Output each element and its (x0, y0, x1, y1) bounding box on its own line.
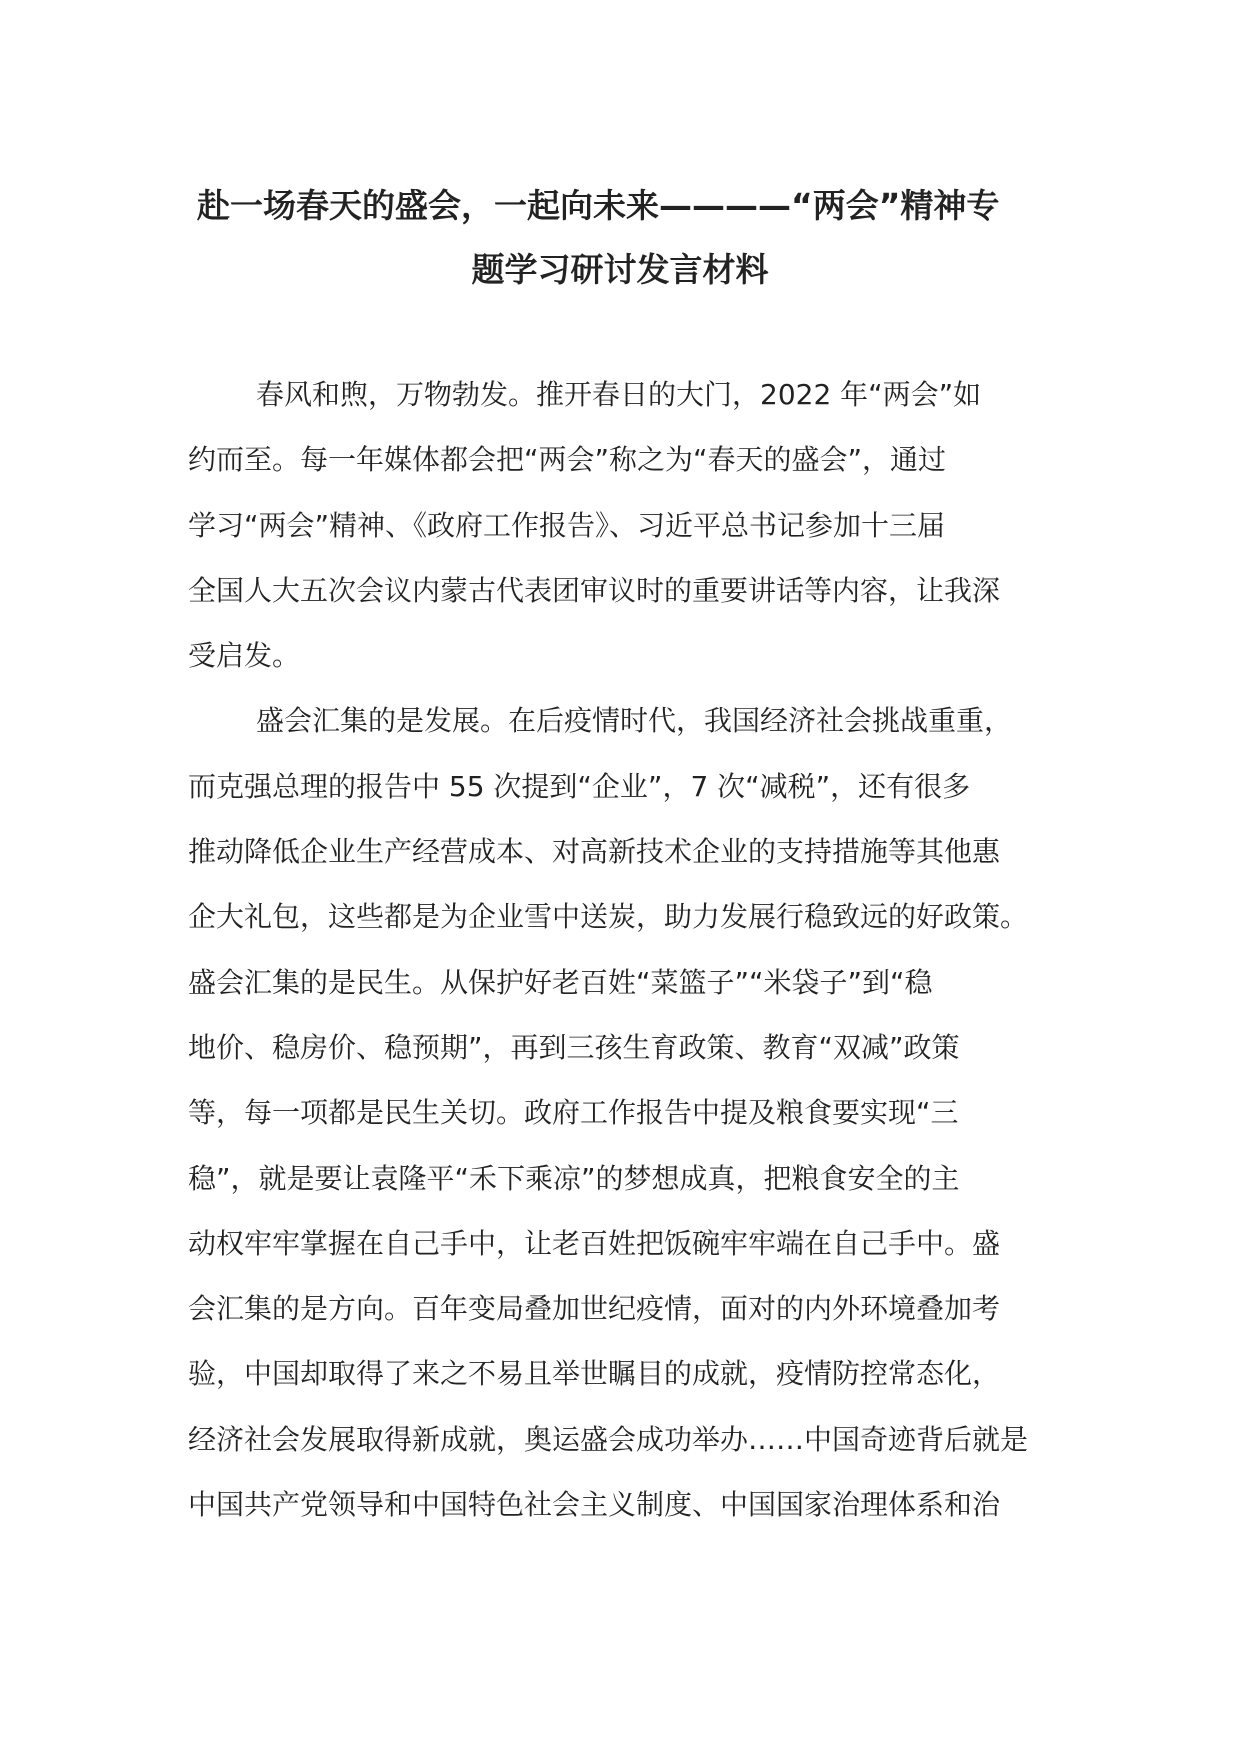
paragraph-line: 经济社会发展取得新成就，奥运盛会成功举办……中国奇迹背后就是 (188, 1422, 1029, 1456)
paragraph-line: 推动降低企业生产经营成本、对高新技术企业的支持措施等其他惠 (188, 835, 1001, 869)
title-line: 赴一场春天的盛会，一起向未来————“两会”精神专 (197, 186, 1000, 225)
paragraph-line: 学习“两会”精神、《政府工作报告》、习近平总书记参加十三届 (188, 508, 946, 542)
paragraph-line: 验，中国却取得了来之不易且举世瞩目的成就，疫情防控常态化， (188, 1357, 1001, 1391)
paragraph-line: 中国共产党领导和中国特色社会主义制度、中国国家治理体系和治 (188, 1488, 1001, 1522)
paragraph-line: 盛会汇集的是发展。在后疫情时代，我国经济社会挑战重重， (256, 704, 1013, 738)
paragraph-line: 而克强总理的报告中 55 次提到“企业”，7 次“减税”，还有很多 (188, 769, 971, 803)
paragraph-line: 受启发。 (188, 639, 301, 673)
paragraph-line: 稳”，就是要让袁隆平“禾下乘凉”的梦想成真，把粮食安全的主 (188, 1161, 960, 1195)
document-title (175, 174, 1065, 302)
paragraph-line: 春风和煦，万物勃发。推开春日的大门，2022 年“两会”如 (256, 378, 982, 411)
paragraph-2 (188, 688, 1068, 1537)
document-body (188, 362, 1068, 1537)
paragraph-line: 会汇集的是方向。百年变局叠加世纪疫情，面对的内外环境叠加考 (188, 1292, 1001, 1326)
paragraph-line: 动权牢牢掌握在自己手中，让老百姓把饭碗牢牢端在自己手中。盛 (188, 1226, 1001, 1260)
paragraph-line: 约而至。每一年媒体都会把“两会”称之为“春天的盛会”，通过 (188, 443, 947, 477)
paragraph-line: 地价、稳房价、稳预期”，再到三孩生育政策、教育“双减”政策 (188, 1030, 960, 1064)
paragraph-line: 企大礼包，这些都是为企业雪中送炭，助力发展行稳致远的好政策。 (188, 900, 1029, 934)
paragraph-line: 盛会汇集的是民生。从保护好老百姓“菜篮子”“米袋子”到“稳 (188, 965, 933, 999)
paragraph-line: 等，每一项都是民生关切。政府工作报告中提及粮食要实现“三 (188, 1096, 959, 1130)
paragraph-1 (188, 362, 1068, 688)
paragraph-line: 全国人大五次会议内蒙古代表团审议时的重要讲话等内容，让我深 (188, 573, 1001, 607)
title-line: 题学习研讨发言材料 (471, 250, 769, 289)
